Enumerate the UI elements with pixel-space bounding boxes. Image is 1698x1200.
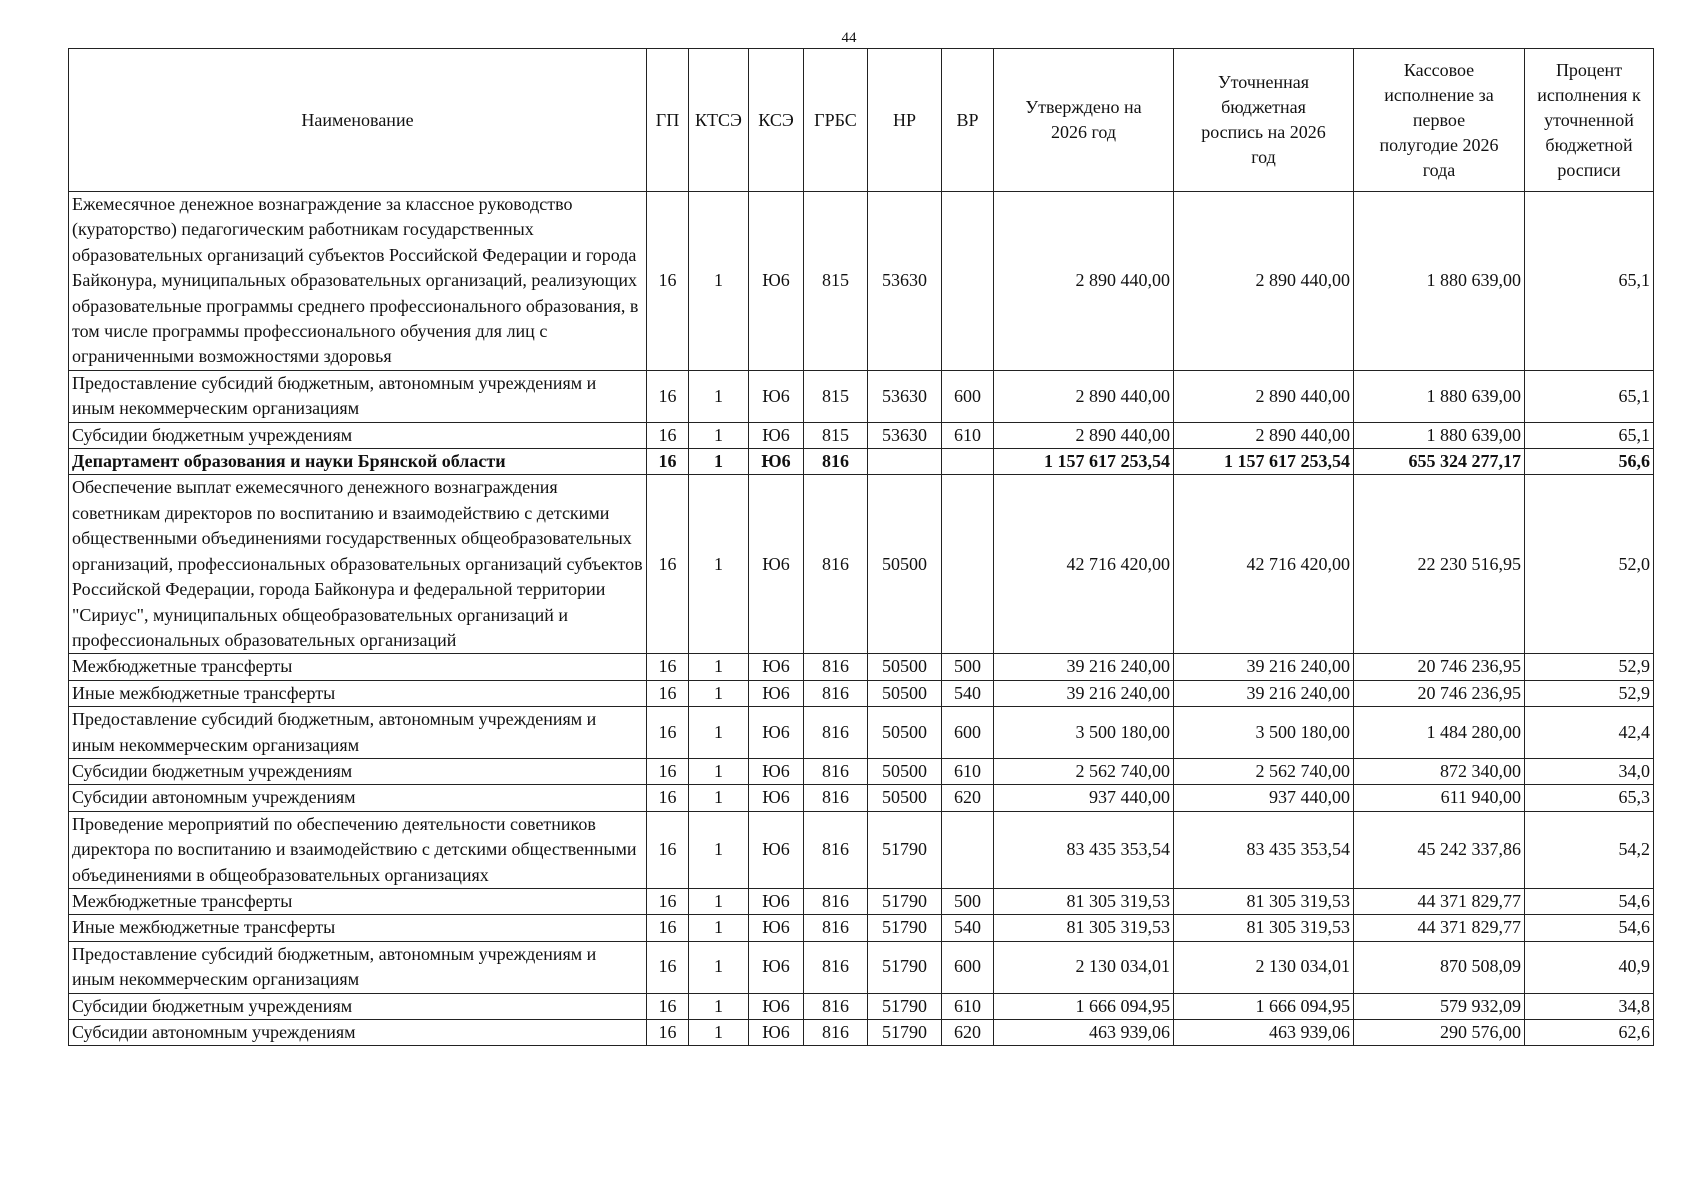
cell-gp: 16 <box>647 758 689 784</box>
cell-vr: 600 <box>942 707 994 759</box>
cell-grbs: 816 <box>804 993 868 1019</box>
cell-gp: 16 <box>647 654 689 680</box>
cell-gp: 16 <box>647 192 689 371</box>
cell-name: Департамент образования и науки Брянской области <box>69 449 647 475</box>
cell-gp: 16 <box>647 888 689 914</box>
cell-percent: 65,1 <box>1525 192 1654 371</box>
cell-ktse: 1 <box>689 680 749 706</box>
cell-gp: 16 <box>647 1020 689 1046</box>
header-name: Наименование <box>69 49 647 192</box>
cell-vr: 610 <box>942 422 994 448</box>
cell-kse: Ю6 <box>749 888 804 914</box>
cell-percent: 52,9 <box>1525 680 1654 706</box>
cell-kse: Ю6 <box>749 449 804 475</box>
cell-grbs: 816 <box>804 941 868 993</box>
cell-approved: 1 157 617 253,54 <box>994 449 1174 475</box>
cell-name: Обеспечение выплат ежемесячного денежного вознаграждения советникам директоров по воспитанию и взаимодействию с детскими общественными объединениями государственных общеобразовательных организаций, профессиональных образовательных организаций субъектов Российской Федерации, города Байконура и федеральной территории "Сириус", муниципальных общеобразовательных организаций и профессиональных образовательных организаций <box>69 475 647 654</box>
cell-cash: 290 576,00 <box>1354 1020 1525 1046</box>
header-kse: КСЭ <box>749 49 804 192</box>
header-percent: Процент исполнения к уточненной бюджетной росписи <box>1525 49 1654 192</box>
cell-vr: 610 <box>942 993 994 1019</box>
cell-refined: 2 890 440,00 <box>1174 192 1354 371</box>
cell-vr: 540 <box>942 915 994 941</box>
cell-kse: Ю6 <box>749 785 804 811</box>
cell-cash: 20 746 236,95 <box>1354 654 1525 680</box>
cell-vr: 600 <box>942 370 994 422</box>
table-row <box>69 758 1654 784</box>
cell-approved: 83 435 353,54 <box>994 811 1174 888</box>
cell-vr: 500 <box>942 654 994 680</box>
cell-percent: 54,6 <box>1525 888 1654 914</box>
cell-name: Проведение мероприятий по обеспечению деятельности советников директора по воспитанию и взаимодействию с детскими общественными объединениями в общеобразовательных организациях <box>69 811 647 888</box>
cell-gp: 16 <box>647 422 689 448</box>
cell-kse: Ю6 <box>749 1020 804 1046</box>
cell-refined: 2 890 440,00 <box>1174 370 1354 422</box>
cell-gp: 16 <box>647 915 689 941</box>
cell-vr <box>942 449 994 475</box>
cell-grbs: 816 <box>804 680 868 706</box>
cell-approved: 81 305 319,53 <box>994 888 1174 914</box>
cell-refined: 83 435 353,54 <box>1174 811 1354 888</box>
cell-percent: 56,6 <box>1525 449 1654 475</box>
cell-percent: 54,6 <box>1525 915 1654 941</box>
cell-ktse: 1 <box>689 785 749 811</box>
cell-grbs: 816 <box>804 915 868 941</box>
cell-approved: 39 216 240,00 <box>994 654 1174 680</box>
cell-approved: 463 939,06 <box>994 1020 1174 1046</box>
cell-grbs: 816 <box>804 449 868 475</box>
cell-ktse: 1 <box>689 449 749 475</box>
cell-refined: 463 939,06 <box>1174 1020 1354 1046</box>
cell-refined: 42 716 420,00 <box>1174 475 1354 654</box>
cell-refined: 1 666 094,95 <box>1174 993 1354 1019</box>
cell-vr <box>942 192 994 371</box>
cell-gp: 16 <box>647 475 689 654</box>
cell-vr <box>942 475 994 654</box>
table-row <box>69 422 1654 448</box>
cell-approved: 42 716 420,00 <box>994 475 1174 654</box>
cell-percent: 65,1 <box>1525 370 1654 422</box>
cell-ktse: 1 <box>689 811 749 888</box>
table-row <box>69 475 1654 654</box>
cell-grbs: 816 <box>804 888 868 914</box>
cell-name: Иные межбюджетные трансферты <box>69 915 647 941</box>
cell-refined: 2 890 440,00 <box>1174 422 1354 448</box>
cell-kse: Ю6 <box>749 370 804 422</box>
cell-kse: Ю6 <box>749 707 804 759</box>
cell-ktse: 1 <box>689 475 749 654</box>
cell-kse: Ю6 <box>749 654 804 680</box>
table-row <box>69 811 1654 888</box>
cell-name: Межбюджетные трансферты <box>69 888 647 914</box>
cell-vr: 620 <box>942 1020 994 1046</box>
cell-cash: 44 371 829,77 <box>1354 888 1525 914</box>
table-row <box>69 941 1654 993</box>
cell-percent: 54,2 <box>1525 811 1654 888</box>
cell-name: Субсидии автономным учреждениям <box>69 785 647 811</box>
header-cash: Кассовое исполнение за первое полугодие 2026 года <box>1354 49 1525 192</box>
cell-ktse: 1 <box>689 707 749 759</box>
cell-nr: 51790 <box>868 888 942 914</box>
cell-nr <box>868 449 942 475</box>
cell-approved: 3 500 180,00 <box>994 707 1174 759</box>
cell-approved: 937 440,00 <box>994 785 1174 811</box>
table-row <box>69 192 1654 371</box>
cell-nr: 53630 <box>868 370 942 422</box>
cell-cash: 870 508,09 <box>1354 941 1525 993</box>
cell-percent: 52,9 <box>1525 654 1654 680</box>
header-nr: НР <box>868 49 942 192</box>
table-row <box>69 993 1654 1019</box>
table-row <box>69 785 1654 811</box>
cell-cash: 22 230 516,95 <box>1354 475 1525 654</box>
cell-gp: 16 <box>647 993 689 1019</box>
cell-approved: 2 130 034,01 <box>994 941 1174 993</box>
cell-percent: 65,3 <box>1525 785 1654 811</box>
cell-refined: 1 157 617 253,54 <box>1174 449 1354 475</box>
cell-vr: 620 <box>942 785 994 811</box>
cell-grbs: 816 <box>804 785 868 811</box>
cell-ktse: 1 <box>689 1020 749 1046</box>
cell-vr: 610 <box>942 758 994 784</box>
cell-ktse: 1 <box>689 941 749 993</box>
cell-percent: 34,8 <box>1525 993 1654 1019</box>
table-row <box>69 888 1654 914</box>
cell-ktse: 1 <box>689 758 749 784</box>
cell-cash: 872 340,00 <box>1354 758 1525 784</box>
cell-grbs: 816 <box>804 475 868 654</box>
cell-grbs: 815 <box>804 422 868 448</box>
cell-vr <box>942 811 994 888</box>
cell-name: Иные межбюджетные трансферты <box>69 680 647 706</box>
cell-ktse: 1 <box>689 915 749 941</box>
cell-refined: 39 216 240,00 <box>1174 654 1354 680</box>
header-ktse: КТСЭ <box>689 49 749 192</box>
cell-name: Субсидии автономным учреждениям <box>69 1020 647 1046</box>
cell-vr: 600 <box>942 941 994 993</box>
table-row <box>69 680 1654 706</box>
cell-nr: 53630 <box>868 192 942 371</box>
cell-grbs: 816 <box>804 654 868 680</box>
table-row <box>69 1020 1654 1046</box>
cell-percent: 52,0 <box>1525 475 1654 654</box>
cell-kse: Ю6 <box>749 941 804 993</box>
cell-grbs: 816 <box>804 1020 868 1046</box>
table-body <box>69 192 1654 1046</box>
cell-cash: 579 932,09 <box>1354 993 1525 1019</box>
header-gp: ГП <box>647 49 689 192</box>
cell-cash: 44 371 829,77 <box>1354 915 1525 941</box>
cell-gp: 16 <box>647 707 689 759</box>
cell-nr: 51790 <box>868 941 942 993</box>
cell-vr: 500 <box>942 888 994 914</box>
cell-nr: 51790 <box>868 811 942 888</box>
cell-approved: 2 890 440,00 <box>994 192 1174 371</box>
cell-refined: 81 305 319,53 <box>1174 915 1354 941</box>
cell-grbs: 815 <box>804 370 868 422</box>
cell-cash: 1 880 639,00 <box>1354 370 1525 422</box>
cell-nr: 50500 <box>868 758 942 784</box>
cell-nr: 50500 <box>868 475 942 654</box>
cell-approved: 81 305 319,53 <box>994 915 1174 941</box>
cell-kse: Ю6 <box>749 758 804 784</box>
cell-name: Субсидии бюджетным учреждениям <box>69 758 647 784</box>
header-refined: Уточненная бюджетная роспись на 2026 год <box>1174 49 1354 192</box>
cell-nr: 51790 <box>868 1020 942 1046</box>
cell-nr: 50500 <box>868 707 942 759</box>
cell-refined: 2 130 034,01 <box>1174 941 1354 993</box>
cell-refined: 39 216 240,00 <box>1174 680 1354 706</box>
cell-name: Межбюджетные трансферты <box>69 654 647 680</box>
cell-nr: 51790 <box>868 915 942 941</box>
cell-refined: 2 562 740,00 <box>1174 758 1354 784</box>
cell-cash: 655 324 277,17 <box>1354 449 1525 475</box>
cell-kse: Ю6 <box>749 993 804 1019</box>
cell-ktse: 1 <box>689 422 749 448</box>
cell-vr: 540 <box>942 680 994 706</box>
cell-percent: 42,4 <box>1525 707 1654 759</box>
cell-refined: 81 305 319,53 <box>1174 888 1354 914</box>
cell-approved: 1 666 094,95 <box>994 993 1174 1019</box>
cell-gp: 16 <box>647 785 689 811</box>
cell-nr: 51790 <box>868 993 942 1019</box>
cell-grbs: 815 <box>804 192 868 371</box>
cell-ktse: 1 <box>689 370 749 422</box>
cell-kse: Ю6 <box>749 192 804 371</box>
cell-approved: 2 890 440,00 <box>994 370 1174 422</box>
cell-refined: 937 440,00 <box>1174 785 1354 811</box>
cell-nr: 50500 <box>868 785 942 811</box>
cell-grbs: 816 <box>804 758 868 784</box>
cell-nr: 50500 <box>868 680 942 706</box>
header-grbs: ГРБС <box>804 49 868 192</box>
cell-gp: 16 <box>647 941 689 993</box>
cell-gp: 16 <box>647 680 689 706</box>
cell-kse: Ю6 <box>749 422 804 448</box>
cell-grbs: 816 <box>804 707 868 759</box>
budget-table <box>68 48 1654 1046</box>
cell-name: Субсидии бюджетным учреждениям <box>69 422 647 448</box>
cell-nr: 50500 <box>868 654 942 680</box>
cell-cash: 1 880 639,00 <box>1354 192 1525 371</box>
cell-cash: 20 746 236,95 <box>1354 680 1525 706</box>
cell-percent: 65,1 <box>1525 422 1654 448</box>
page-number: 44 <box>841 30 857 46</box>
cell-cash: 1 880 639,00 <box>1354 422 1525 448</box>
cell-ktse: 1 <box>689 888 749 914</box>
cell-ktse: 1 <box>689 654 749 680</box>
cell-name: Предоставление субсидий бюджетным, автономным учреждениям и иным некоммерческим организациям <box>69 370 647 422</box>
cell-name: Ежемесячное денежное вознаграждение за классное руководство (кураторство) педагогическим работникам государственных образовательных организаций субъектов Российской Федерации и города Байконура, муниципальных образовательных организаций, реализующих образовательные программы среднего профессионального образования, в том числе программы профессионального обучения для лиц с ограниченными возможностями здоровья <box>69 192 647 371</box>
cell-percent: 34,0 <box>1525 758 1654 784</box>
table-row <box>69 449 1654 475</box>
cell-cash: 1 484 280,00 <box>1354 707 1525 759</box>
table-header-row <box>69 49 1654 192</box>
cell-gp: 16 <box>647 811 689 888</box>
cell-ktse: 1 <box>689 192 749 371</box>
cell-kse: Ю6 <box>749 811 804 888</box>
cell-name: Субсидии бюджетным учреждениям <box>69 993 647 1019</box>
cell-approved: 2 562 740,00 <box>994 758 1174 784</box>
table-row <box>69 370 1654 422</box>
cell-kse: Ю6 <box>749 915 804 941</box>
cell-cash: 45 242 337,86 <box>1354 811 1525 888</box>
cell-percent: 62,6 <box>1525 1020 1654 1046</box>
cell-nr: 53630 <box>868 422 942 448</box>
cell-gp: 16 <box>647 449 689 475</box>
cell-ktse: 1 <box>689 993 749 1019</box>
cell-kse: Ю6 <box>749 680 804 706</box>
cell-grbs: 816 <box>804 811 868 888</box>
table-row <box>69 654 1654 680</box>
table-row <box>69 915 1654 941</box>
cell-approved: 39 216 240,00 <box>994 680 1174 706</box>
cell-percent: 40,9 <box>1525 941 1654 993</box>
cell-gp: 16 <box>647 370 689 422</box>
cell-kse: Ю6 <box>749 475 804 654</box>
header-approved: Утверждено на 2026 год <box>994 49 1174 192</box>
table-row <box>69 707 1654 759</box>
cell-name: Предоставление субсидий бюджетным, автономным учреждениям и иным некоммерческим организациям <box>69 707 647 759</box>
cell-refined: 3 500 180,00 <box>1174 707 1354 759</box>
cell-name: Предоставление субсидий бюджетным, автономным учреждениям и иным некоммерческим организациям <box>69 941 647 993</box>
header-vr: ВР <box>942 49 994 192</box>
cell-cash: 611 940,00 <box>1354 785 1525 811</box>
cell-approved: 2 890 440,00 <box>994 422 1174 448</box>
